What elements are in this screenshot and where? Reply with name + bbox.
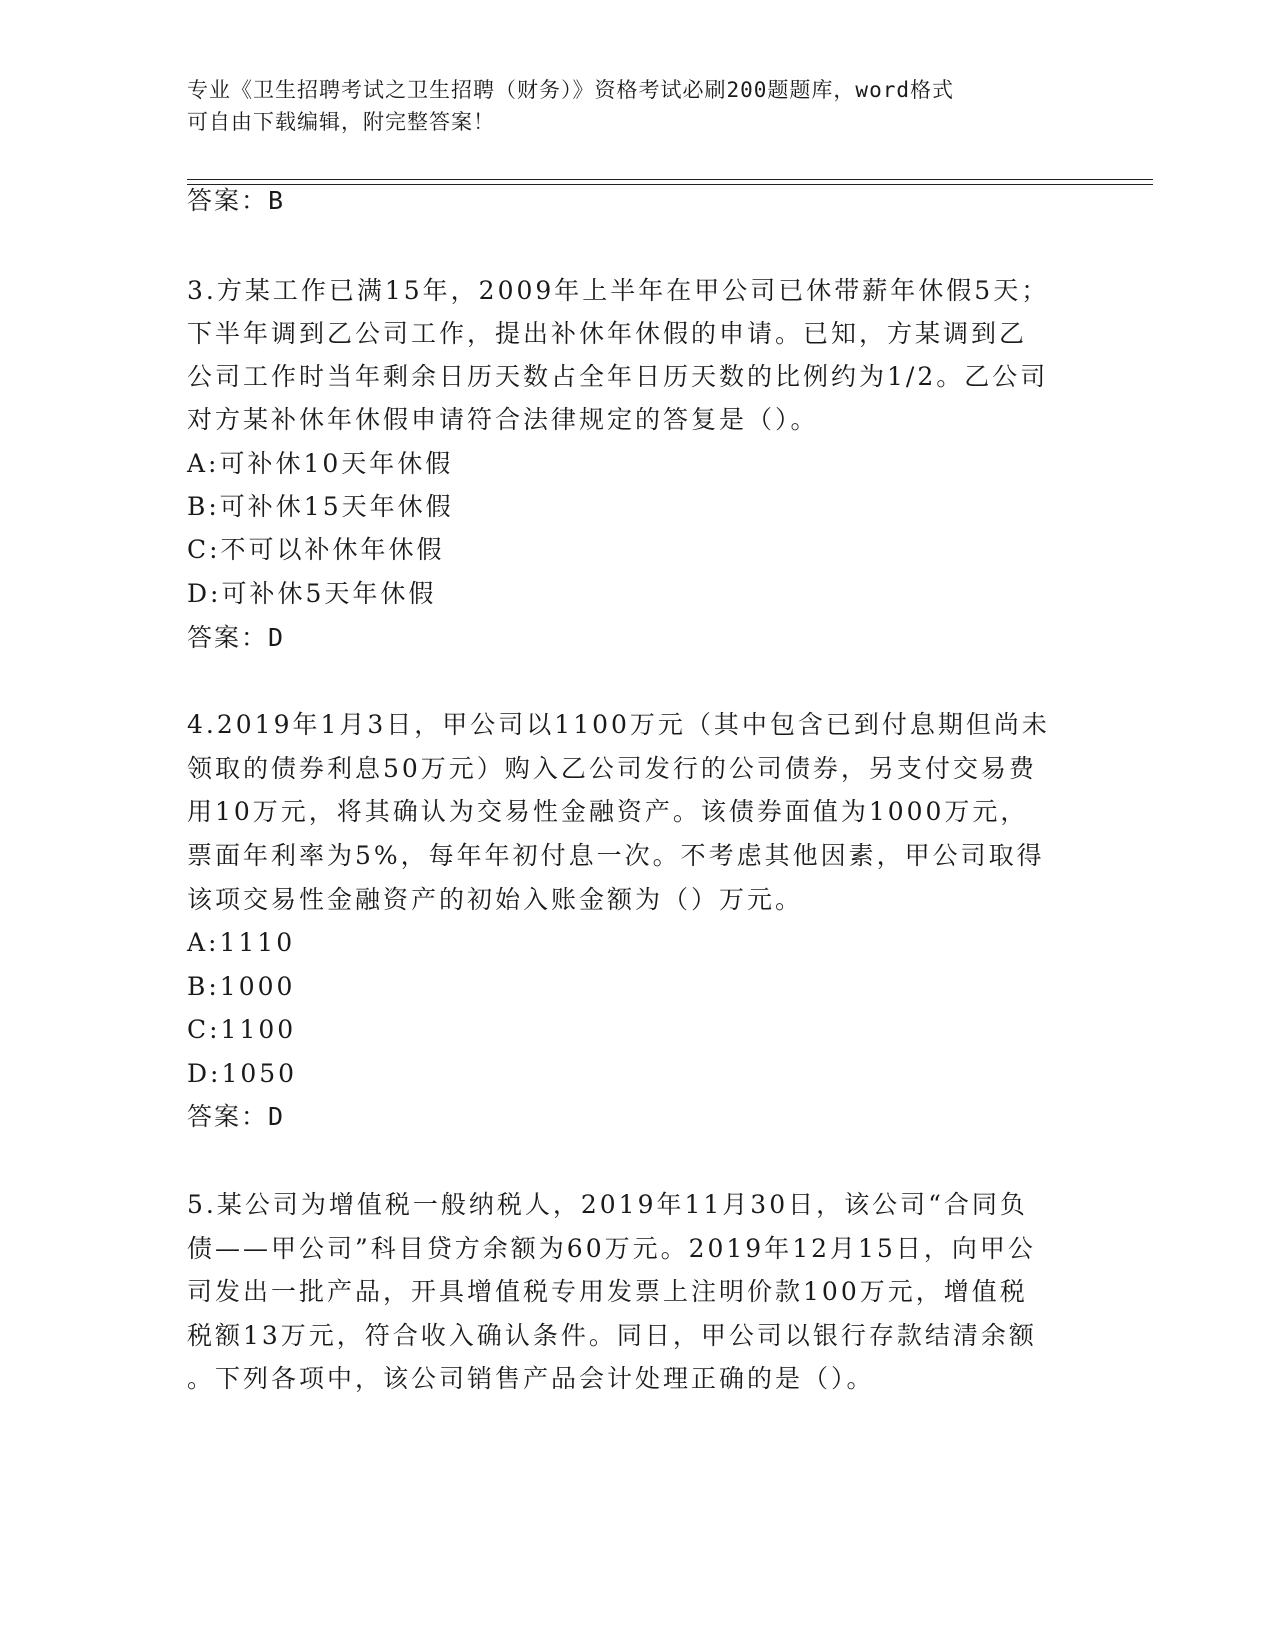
q4-line-2: 领取的债券利息50万元）购入乙公司发行的公司债券，另支付交易费 — [187, 754, 1037, 783]
header-rule-top — [187, 179, 1153, 180]
q3-option-c: C:不可以补休年休假 — [187, 535, 445, 564]
document-header — [187, 74, 1087, 138]
q5-line-1: 5.某公司为增值税一般纳税人，2019年11月30日，该公司“合同负 — [187, 1190, 1028, 1219]
q4-option-a: A:1110 — [187, 928, 296, 957]
header-line-1: 专业《卫生招聘考试之卫生招聘（财务）》资格考试必刷200题题库，word格式 — [187, 78, 954, 102]
q4-line-3: 用10万元，将其确认为交易性金融资产。该债券面值为1000万元， — [187, 797, 1029, 826]
q4-line-4: 票面年利率为5%，每年年初付息一次。不考虑其他因素，甲公司取得 — [187, 841, 1045, 870]
q3-option-b: B:可补休15天年休假 — [187, 492, 454, 521]
q3-option-d: D:可补休5天年休假 — [187, 579, 437, 608]
q3-option-a: A:可补休10天年休假 — [187, 449, 454, 478]
header-rule-bottom — [187, 184, 1153, 185]
q5-line-4: 税额13万元，符合收入确认条件。同日，甲公司以银行存款结清余额 — [187, 1321, 1037, 1350]
q4-option-d: D:1050 — [187, 1059, 298, 1088]
q3-line-1: 3.方某工作已满15年，2009年上半年在甲公司已休带薪年休假5天； — [187, 276, 1050, 305]
q4-answer: 答案：D — [187, 1102, 286, 1131]
q3-line-3: 公司工作时当年剩余日历天数占全年日历天数的比例约为1/2。乙公司 — [187, 362, 1049, 391]
q5-line-3: 司发出一批产品，开具增值税专用发票上注明价款100万元，增值税 — [187, 1277, 1028, 1306]
q3-line-4: 对方某补休年休假申请符合法律规定的答复是（）。 — [187, 405, 819, 434]
q4-line-1: 4.2019年1月3日，甲公司以1100万元（其中包含已到付息期但尚未 — [187, 710, 1050, 739]
header-line-2: 可自由下载编辑，附完整答案！ — [187, 110, 495, 134]
q4-option-b: B:1000 — [187, 972, 296, 1001]
answer-prev: 答案：B — [187, 186, 286, 215]
q3-answer: 答案：D — [187, 623, 286, 652]
q5-line-5: 。下列各项中，该公司销售产品会计处理正确的是（）。 — [187, 1364, 875, 1393]
q3-line-2: 下半年调到乙公司工作，提出补休年休假的申请。已知，方某调到乙 — [187, 319, 1028, 348]
q4-line-5: 该项交易性金融资产的初始入账金额为（）万元。 — [187, 885, 804, 914]
q5-line-2: 债——甲公司”科目贷方余额为60万元。2019年12月15日，向甲公 — [187, 1234, 1036, 1263]
q4-option-c: C:1100 — [187, 1015, 297, 1044]
